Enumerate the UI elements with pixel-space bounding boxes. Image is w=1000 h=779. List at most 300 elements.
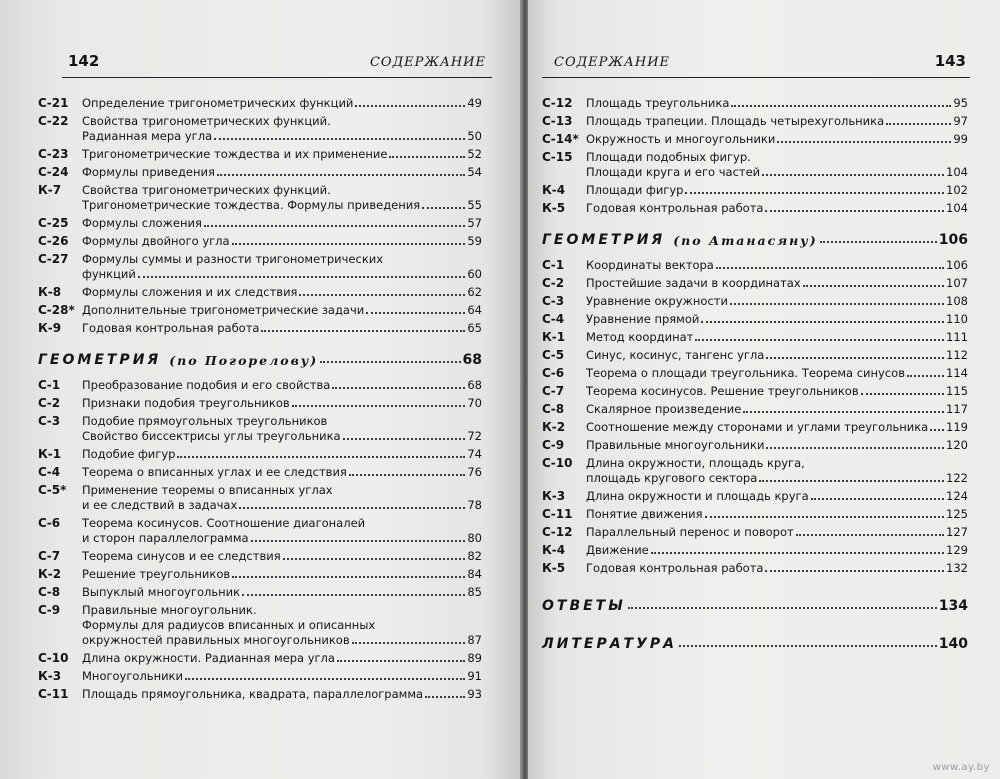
entry-text bbox=[586, 294, 968, 309]
toc-entry bbox=[38, 549, 482, 564]
dot-leader bbox=[766, 447, 944, 449]
entry-last-line bbox=[82, 531, 482, 546]
entry-code: К-4 bbox=[542, 543, 566, 557]
toc-entry bbox=[542, 258, 968, 273]
entry-last-line bbox=[82, 147, 482, 162]
dot-leader bbox=[811, 498, 944, 500]
entry-title-line: Площади фигур bbox=[586, 183, 684, 197]
entry-code: К-2 bbox=[542, 420, 566, 434]
dot-leader bbox=[803, 285, 944, 287]
entry-title-line: Решение треугольников bbox=[82, 567, 231, 581]
entry-title-line: Подобие фигур bbox=[82, 447, 176, 461]
dot-leader bbox=[232, 243, 466, 245]
dot-leader bbox=[292, 405, 466, 407]
dot-leader bbox=[283, 558, 466, 560]
entry-code: С-6 bbox=[38, 516, 61, 530]
entry-last-line bbox=[586, 489, 968, 504]
entry-code: К-3 bbox=[38, 669, 62, 683]
entry-last-line bbox=[586, 438, 968, 453]
entry-page-number: 82 bbox=[467, 549, 482, 563]
entry-code: С-22 bbox=[38, 114, 69, 128]
dot-leader bbox=[185, 678, 465, 680]
entry-last-line bbox=[586, 561, 968, 576]
right-page bbox=[528, 0, 1000, 779]
entry-code: С-7 bbox=[38, 549, 61, 563]
entry-text bbox=[82, 516, 482, 546]
toc-entry bbox=[542, 294, 968, 309]
entry-code: С-25 bbox=[38, 216, 69, 230]
entry-last-line bbox=[82, 396, 482, 411]
entry-page-number: 106 bbox=[946, 258, 968, 272]
chapter-page-number: 68 bbox=[462, 352, 482, 368]
entry-last-line bbox=[82, 234, 482, 249]
entry-last-line bbox=[586, 420, 968, 435]
toc-entry bbox=[38, 483, 482, 513]
entry-page-number: 85 bbox=[467, 585, 482, 599]
dot-leader bbox=[332, 387, 465, 389]
toc-entry bbox=[38, 516, 482, 546]
entry-title-line: и сторон параллелограмма bbox=[82, 531, 249, 545]
entry-title-line: Формулы приведения bbox=[82, 165, 215, 179]
entry-text bbox=[586, 150, 968, 180]
entry-last-line bbox=[586, 384, 968, 399]
entry-title-line: и ее следствий в задачах bbox=[82, 498, 238, 512]
entry-page-number: 78 bbox=[467, 498, 482, 512]
dot-leader bbox=[355, 105, 465, 107]
chapter-page-number: 106 bbox=[938, 232, 968, 248]
entry-title-line: Площади подобных фигур. bbox=[586, 150, 751, 164]
dot-leader bbox=[695, 339, 944, 341]
dot-leader bbox=[907, 375, 944, 377]
chapter-title: ОТВЕТЫ bbox=[542, 598, 626, 614]
entry-code: С-13 bbox=[542, 114, 573, 128]
entry-code: К-7 bbox=[38, 183, 62, 197]
entry-title-line: Выпуклый многоугольник bbox=[82, 585, 241, 599]
entry-page-number: 127 bbox=[946, 525, 968, 539]
chapter-page-number: 140 bbox=[938, 636, 968, 652]
entry-last-line bbox=[82, 687, 482, 702]
entry-text bbox=[586, 201, 968, 216]
toc-entry bbox=[542, 366, 968, 381]
toc-entry bbox=[38, 447, 482, 462]
toc-entry bbox=[38, 303, 482, 318]
entry-title-line: Площадь треугольника bbox=[586, 96, 730, 110]
entry-code: К-5 bbox=[542, 201, 566, 215]
entry-text bbox=[82, 549, 482, 564]
toc-entry bbox=[542, 489, 968, 504]
dot-leader bbox=[320, 361, 460, 363]
chapter-heading bbox=[542, 636, 968, 652]
entry-title-line: Радианная мера угла bbox=[82, 129, 213, 143]
entry-page-number: 54 bbox=[467, 165, 482, 179]
entry-text bbox=[82, 165, 482, 180]
entry-title-line: Соотношение между сторонами и углами треугольника bbox=[586, 420, 929, 434]
toc-entry bbox=[542, 114, 968, 129]
entry-title-line: площадь кругового сектора bbox=[586, 471, 758, 485]
entry-last-line bbox=[82, 216, 482, 231]
entry-code: С-26 bbox=[38, 234, 69, 248]
dot-leader bbox=[389, 156, 465, 158]
dot-leader bbox=[628, 607, 937, 609]
entry-title-line: Формулы для радиусов вписанных и описанных bbox=[82, 618, 376, 632]
entry-page-number: 60 bbox=[467, 267, 482, 281]
entry-title-line: Теорема о вписанных углах и ее следствия bbox=[82, 465, 347, 479]
dot-leader bbox=[765, 570, 944, 572]
dot-leader bbox=[299, 294, 465, 296]
entry-page-number: 125 bbox=[946, 507, 968, 521]
entry-page-number: 55 bbox=[467, 198, 482, 212]
chapter-page-number: 134 bbox=[938, 598, 968, 614]
entry-title-line: функций bbox=[82, 267, 136, 281]
chapter-heading bbox=[38, 352, 482, 368]
dot-leader bbox=[705, 516, 944, 518]
entry-text bbox=[82, 669, 482, 684]
entry-last-line bbox=[586, 507, 968, 522]
entry-code: С-2 bbox=[38, 396, 61, 410]
entry-code: С-9 bbox=[38, 603, 61, 617]
toc-entry bbox=[38, 252, 482, 282]
dot-leader bbox=[214, 138, 465, 140]
toc-entry bbox=[542, 384, 968, 399]
entry-page-number: 122 bbox=[946, 471, 968, 485]
entry-text bbox=[586, 183, 968, 198]
entry-code: С-4 bbox=[38, 465, 61, 479]
entry-page-number: 104 bbox=[946, 165, 968, 179]
toc-entry bbox=[38, 114, 482, 144]
entry-page-number: 52 bbox=[467, 147, 482, 161]
dot-leader bbox=[138, 276, 465, 278]
entry-title-line: Метод координат bbox=[586, 330, 694, 344]
entry-page-number: 99 bbox=[953, 132, 968, 146]
entry-page-number: 120 bbox=[946, 438, 968, 452]
entry-text bbox=[82, 114, 482, 144]
dot-leader bbox=[766, 357, 944, 359]
toc-entry bbox=[542, 507, 968, 522]
dot-leader bbox=[861, 393, 944, 395]
entry-code: К-2 bbox=[38, 567, 62, 581]
toc-entry bbox=[38, 567, 482, 582]
entry-page-number: 65 bbox=[467, 321, 482, 335]
entry-title-line: Определение тригонометрических функций bbox=[82, 96, 354, 110]
toc-entry bbox=[38, 585, 482, 600]
entry-page-number: 97 bbox=[953, 114, 968, 128]
entry-last-line bbox=[82, 669, 482, 684]
entry-page-number: 89 bbox=[467, 651, 482, 665]
toc-entry bbox=[38, 96, 482, 111]
entry-text bbox=[586, 438, 968, 453]
entry-code: К-5 bbox=[542, 561, 566, 575]
entry-text bbox=[82, 234, 482, 249]
entry-title-line: Площадь прямоугольника, квадрата, параллелограмма bbox=[82, 687, 424, 701]
chapter-title: ГЕОМЕТРИЯ bbox=[38, 352, 162, 368]
entry-page-number: 49 bbox=[467, 96, 482, 110]
entry-last-line bbox=[586, 201, 968, 216]
dot-leader bbox=[239, 507, 465, 509]
dot-leader bbox=[777, 141, 951, 143]
entry-text bbox=[82, 321, 482, 336]
dot-leader bbox=[701, 321, 944, 323]
entry-title-line: Длина окружности. Радианная мера угла bbox=[82, 651, 335, 665]
entry-last-line bbox=[82, 549, 482, 564]
entry-code: С-7 bbox=[542, 384, 565, 398]
dot-leader bbox=[743, 411, 944, 413]
entry-last-line bbox=[82, 498, 482, 513]
dot-leader bbox=[716, 267, 944, 269]
entry-title-line: окружностей правильных многоугольников bbox=[82, 633, 350, 647]
dot-leader bbox=[352, 642, 466, 644]
entry-title-line: Дополнительные тригонометрические задачи bbox=[82, 303, 365, 317]
entry-page-number: 95 bbox=[953, 96, 968, 110]
dot-leader bbox=[765, 210, 944, 212]
entry-code: С-6 bbox=[542, 366, 565, 380]
toc-entry bbox=[38, 651, 482, 666]
entry-page-number: 117 bbox=[946, 402, 968, 416]
entry-code: К-1 bbox=[38, 447, 62, 461]
entry-code: С-1 bbox=[38, 378, 61, 392]
entry-title-line: Свойства тригонометрических функций. bbox=[82, 183, 331, 197]
dot-leader bbox=[261, 330, 465, 332]
dot-leader bbox=[685, 192, 944, 194]
toc-entry bbox=[38, 603, 482, 648]
entry-page-number: 114 bbox=[946, 366, 968, 380]
left-header-title: СОДЕРЖАНИЕ bbox=[369, 55, 486, 70]
toc-entry bbox=[38, 669, 482, 684]
dot-leader bbox=[930, 429, 944, 431]
entry-code: С-14* bbox=[542, 132, 579, 146]
entry-title-line: Свойство биссектрисы углы треугольника bbox=[82, 429, 341, 443]
entry-page-number: 129 bbox=[946, 543, 968, 557]
entry-page-number: 57 bbox=[467, 216, 482, 230]
entry-code: К-8 bbox=[38, 285, 62, 299]
entry-last-line bbox=[586, 183, 968, 198]
entry-text bbox=[586, 402, 968, 417]
dot-leader bbox=[204, 225, 466, 227]
entry-title-line: Тригонометрические тождества и их применение bbox=[82, 147, 388, 161]
entry-code: С-28* bbox=[38, 303, 75, 317]
toc-entry bbox=[542, 525, 968, 540]
toc-entry bbox=[38, 216, 482, 231]
toc-entry bbox=[542, 543, 968, 558]
dot-leader bbox=[232, 576, 465, 578]
right-header-title: СОДЕРЖАНИЕ bbox=[554, 55, 671, 70]
dot-leader bbox=[762, 174, 944, 176]
toc-entry bbox=[38, 465, 482, 480]
entry-title-line: Площади круга и его частей bbox=[586, 165, 761, 179]
entry-title-line: Преобразование подобия и его свойства bbox=[82, 378, 331, 392]
entry-title-line: Формулы сложения и их следствия bbox=[82, 285, 298, 299]
dot-leader bbox=[730, 303, 944, 305]
entry-title-line: Формулы двойного угла bbox=[82, 234, 230, 248]
entry-text bbox=[82, 147, 482, 162]
chapter-subtitle: (по Атанасяну) bbox=[673, 233, 818, 248]
entry-title-line: Многоугольники bbox=[82, 669, 183, 683]
toc-entry bbox=[38, 687, 482, 702]
dot-leader bbox=[731, 105, 951, 107]
entry-code: С-5* bbox=[38, 483, 67, 497]
entry-title-line: Правильные многоугольник. bbox=[82, 603, 257, 617]
toc-entry bbox=[542, 312, 968, 327]
entry-page-number: 107 bbox=[946, 276, 968, 290]
toc-entry bbox=[38, 285, 482, 300]
entry-title-line: Длина окружности и площадь круга bbox=[586, 489, 809, 503]
dot-leader bbox=[343, 438, 466, 440]
entry-last-line bbox=[586, 348, 968, 363]
entry-code: С-21 bbox=[38, 96, 69, 110]
toc-entry bbox=[542, 561, 968, 576]
entry-text bbox=[586, 312, 968, 327]
entry-code: С-2 bbox=[542, 276, 565, 290]
entry-code: С-9 bbox=[542, 438, 565, 452]
entry-text bbox=[82, 303, 482, 318]
entry-text bbox=[586, 489, 968, 504]
entry-page-number: 110 bbox=[946, 312, 968, 326]
entry-text bbox=[586, 525, 968, 540]
entry-text bbox=[82, 687, 482, 702]
entry-code: С-10 bbox=[542, 456, 573, 470]
entry-code: С-10 bbox=[38, 651, 69, 665]
dot-leader bbox=[251, 540, 466, 542]
left-toc-list bbox=[38, 96, 482, 705]
entry-last-line bbox=[82, 465, 482, 480]
entry-code: С-27 bbox=[38, 252, 69, 266]
chapter-subtitle: (по Погорелову) bbox=[169, 353, 319, 368]
dot-leader bbox=[425, 696, 465, 698]
toc-entry bbox=[38, 147, 482, 162]
entry-last-line bbox=[586, 114, 968, 129]
entry-title-line: Теорема косинусов. Решение треугольников bbox=[586, 384, 859, 398]
entry-text bbox=[586, 456, 968, 486]
entry-title-line: Тригонометрические тождества. Формулы приведения bbox=[82, 198, 421, 212]
entry-title-line: Скалярное произведение bbox=[586, 402, 742, 416]
dot-leader bbox=[651, 552, 944, 554]
dot-leader bbox=[886, 123, 951, 125]
entry-title-line: Координаты вектора bbox=[586, 258, 714, 272]
toc-entry bbox=[38, 396, 482, 411]
toc-entry bbox=[542, 420, 968, 435]
dot-leader bbox=[349, 474, 466, 476]
entry-code: С-24 bbox=[38, 165, 69, 179]
entry-text bbox=[82, 96, 482, 111]
entry-title-line: Правильные многоугольники bbox=[586, 438, 765, 452]
entry-last-line bbox=[586, 525, 968, 540]
entry-page-number: 91 bbox=[467, 669, 482, 683]
entry-text bbox=[82, 216, 482, 231]
entry-code: С-5 bbox=[542, 348, 565, 362]
entry-code: С-3 bbox=[38, 414, 61, 428]
entry-text bbox=[82, 414, 482, 444]
toc-entry bbox=[38, 183, 482, 213]
entry-last-line bbox=[82, 198, 482, 213]
toc-entry bbox=[542, 402, 968, 417]
entry-page-number: 102 bbox=[946, 183, 968, 197]
entry-page-number: 59 bbox=[467, 234, 482, 248]
entry-last-line bbox=[82, 378, 482, 393]
entry-title-line: Теорема синусов и ее следствия bbox=[82, 549, 281, 563]
entry-last-line bbox=[586, 402, 968, 417]
dot-leader bbox=[337, 660, 465, 662]
entry-page-number: 50 bbox=[467, 129, 482, 143]
entry-code: К-3 bbox=[542, 489, 566, 503]
entry-text bbox=[586, 507, 968, 522]
entry-text bbox=[586, 348, 968, 363]
entry-text bbox=[82, 183, 482, 213]
entry-page-number: 132 bbox=[946, 561, 968, 575]
toc-entry bbox=[38, 165, 482, 180]
dot-leader bbox=[820, 241, 937, 243]
entry-last-line bbox=[586, 132, 968, 147]
entry-text bbox=[82, 378, 482, 393]
chapter-title: ГЕОМЕТРИЯ bbox=[542, 232, 666, 248]
chapter-heading bbox=[542, 232, 968, 248]
entry-text bbox=[586, 276, 968, 291]
entry-page-number: 112 bbox=[946, 348, 968, 362]
entry-code: С-15 bbox=[542, 150, 573, 164]
entry-last-line bbox=[586, 96, 968, 111]
entry-text bbox=[82, 651, 482, 666]
entry-code: С-8 bbox=[38, 585, 61, 599]
entry-text bbox=[586, 96, 968, 111]
left-page-number: 142 bbox=[68, 52, 100, 70]
dot-leader bbox=[217, 174, 465, 176]
entry-title-line: Длина окружности, площадь круга, bbox=[586, 456, 805, 470]
entry-title-line: Движение bbox=[586, 543, 649, 557]
toc-entry bbox=[38, 414, 482, 444]
entry-code: С-3 bbox=[542, 294, 565, 308]
dot-leader bbox=[796, 534, 944, 536]
entry-code: К-4 bbox=[542, 183, 566, 197]
entry-text bbox=[82, 567, 482, 582]
toc-entry bbox=[542, 456, 968, 486]
dot-leader bbox=[679, 645, 937, 647]
entry-title-line: Синус, косинус, тангенс угла bbox=[586, 348, 765, 362]
entry-last-line bbox=[82, 447, 482, 462]
entry-title-line: Параллельный перенос и поворот bbox=[586, 525, 794, 539]
right-toc-list bbox=[542, 96, 968, 666]
right-page-number: 143 bbox=[934, 52, 966, 70]
entry-text bbox=[586, 561, 968, 576]
entry-page-number: 119 bbox=[946, 420, 968, 434]
chapter-title: ЛИТЕРАТУРА bbox=[542, 636, 677, 652]
entry-last-line bbox=[586, 258, 968, 273]
entry-text bbox=[82, 465, 482, 480]
entry-title-line: Годовая контрольная работа bbox=[586, 201, 764, 215]
toc-entry bbox=[542, 183, 968, 198]
entry-last-line bbox=[586, 366, 968, 381]
entry-last-line bbox=[82, 585, 482, 600]
entry-text bbox=[82, 585, 482, 600]
entry-text bbox=[586, 420, 968, 435]
entry-code: С-1 bbox=[542, 258, 565, 272]
watermark: www.ay.by bbox=[932, 762, 990, 773]
entry-last-line bbox=[586, 276, 968, 291]
entry-code: К-9 bbox=[38, 321, 62, 335]
entry-page-number: 84 bbox=[467, 567, 482, 581]
dot-leader bbox=[177, 456, 465, 458]
entry-last-line bbox=[586, 543, 968, 558]
entry-title-line: Окружность и многоугольники bbox=[586, 132, 776, 146]
toc-entry bbox=[38, 378, 482, 393]
entry-page-number: 93 bbox=[467, 687, 482, 701]
entry-title-line: Подобие прямоугольных треугольников bbox=[82, 414, 328, 428]
entry-text bbox=[82, 447, 482, 462]
entry-code: С-8 bbox=[542, 402, 565, 416]
entry-text bbox=[82, 603, 482, 648]
entry-last-line bbox=[82, 429, 482, 444]
entry-page-number: 87 bbox=[467, 633, 482, 647]
entry-title-line: Теорема косинусов. Соотношение диагоналей bbox=[82, 516, 366, 530]
entry-title-line: Уравнение прямой bbox=[586, 312, 700, 326]
right-page-header bbox=[542, 52, 970, 78]
